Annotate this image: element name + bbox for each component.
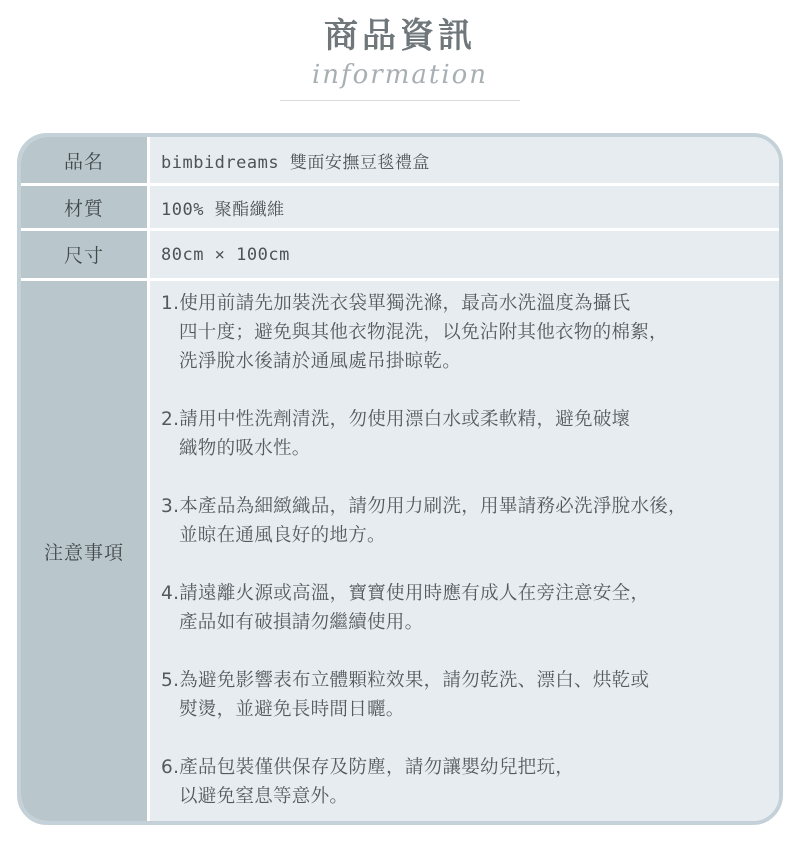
note-line: 以避免窒息等意外。 [179, 786, 349, 807]
note-line: 5.為避免影響表布立體顆粒效果，請勿乾洗、漂白、烘乾或 [161, 670, 650, 691]
row-value: 100% 聚酯纖維 [147, 186, 779, 228]
row-label: 尺寸 [63, 245, 104, 267]
page-title: 商品資訊 [324, 16, 476, 56]
note-line: 4.請遠離火源或高溫，寶寶使用時應有成人在旁注意安全， [161, 583, 650, 604]
subtitle-underline [280, 100, 520, 101]
note-line: 產品如有破損請勿繼續使用。 [179, 612, 424, 633]
row-label: 注意事項 [43, 541, 124, 564]
note-line: 四十度；避免與其他衣物混洗，以免沾附其他衣物的棉絮， [179, 322, 668, 343]
note-item [161, 405, 779, 463]
table-row-size [21, 231, 779, 281]
note-line: 洗淨脫水後請於通風處吊掛晾乾。 [179, 351, 462, 372]
note-line: 熨燙，並避免長時間日曬。 [179, 699, 405, 720]
note-item [161, 753, 779, 811]
row-value: bimbidreams 雙面安撫豆毯禮盒 [147, 137, 779, 183]
note-line: 3.本產品為細緻織品，請勿用力刷洗，用畢請務必洗淨脫水後， [161, 496, 687, 517]
note-line: 並晾在通風良好的地方。 [179, 525, 386, 546]
row-value: 80cm × 100cm [147, 231, 779, 278]
note-item [161, 579, 779, 637]
page-subtitle: information [311, 60, 489, 90]
note-line: 2.請用中性洗劑清洗，勿使用漂白水或柔軟精，避免破壞 [161, 409, 631, 430]
row-label: 材質 [63, 197, 104, 220]
note-item [161, 492, 779, 550]
table-row-material [21, 186, 779, 231]
table-row-name [21, 137, 779, 186]
notes-list [147, 281, 779, 825]
note-item [161, 666, 779, 724]
table-row-notes [21, 281, 779, 821]
note-line: 1.使用前請先加裝洗衣袋單獨洗滌，最高水洗溫度為攝氏 [161, 293, 631, 314]
note-item [161, 289, 779, 376]
product-info-table [17, 133, 783, 825]
note-line: 織物的吸水性。 [179, 438, 311, 459]
row-label: 品名 [63, 150, 104, 173]
section-header [0, 14, 800, 92]
note-line: 6.產品包裝僅供保存及防塵，請勿讓嬰幼兒把玩， [161, 757, 575, 778]
